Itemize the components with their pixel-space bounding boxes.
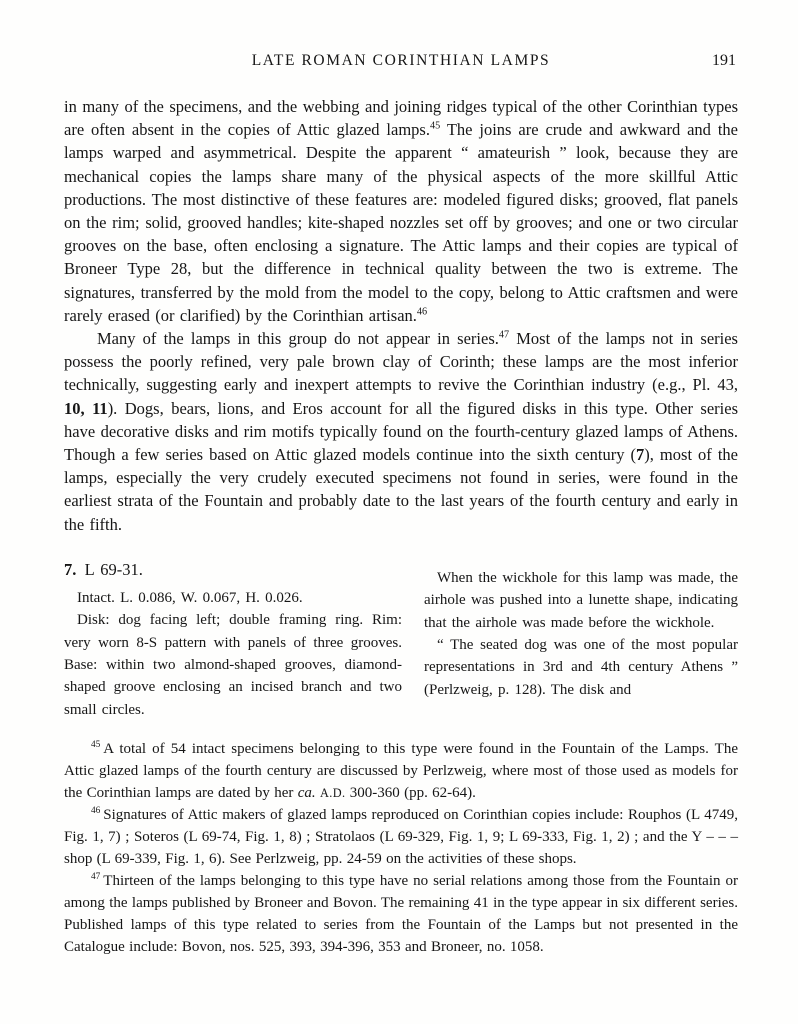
running-head [64, 52, 738, 74]
footnote-text: A total of 54 intact specimens belonging to this type were found in the Fountain of the Lamps. The Attic glazed lamps of the fourth century are discussed by Perlzweig, where most of those used as models for the Corinthian lamps are dated by her ca. A.D. 300-360 (pp. 62-64). [64, 741, 738, 802]
catalog-paragraph: Intact. L. 0.086, W. 0.067, H. 0.026. [77, 589, 303, 606]
catalog-entry-heading: 7. L 69-31. [64, 559, 143, 579]
body-paragraph: Many of the lamps in this group do not appear in series.$^{47}$ Most of the lamps not in series possess the poorly refined, very pale brown clay of Corinth; these lamps are the most inferior technically, suggesting early and inexpert attempts to revive the Corinthian industry (e.g., Pl. 43, 10, 11). Dogs, bears, lions, and Eros account for all the figured disks in this type. Other series have decorative disks and rim motifs typically found on the fourth-century glazed lamps of Athens. Though a few series based on Attic glazed models continue into the sixth century (7), most of the lamps, especially the very crudely executed specimens not found in series, were found in the earliest strata of the Fountain and probably date to the last years of the fourth century and early in the fifth. [64, 329, 738, 534]
footnotes-section [64, 738, 738, 958]
running-head-title: LATE ROMAN CORINTHIAN LAMPS [251, 52, 551, 69]
catalog-right-column [424, 560, 738, 721]
footnote [64, 738, 738, 804]
catalog-paragraph: When the wickhole for this lamp was made, the airhole was pushed into a lunette shape, indicating that the airhole was made before the wickhole. [424, 569, 738, 631]
footnote-marker: 45 [91, 740, 101, 751]
footnote-text: Thirteen of the lamps belonging to this type have no serial relations among those from the Fountain or among the lamps published by Broneer and Bovon. The remaining 41 in the type appear in six different series. Published lamps of this type related to series from the Fountain of the Lamps but not presented in the Catalogue include: Bovon, nos. 525, 393, 394-396, 353 and Broneer, no. 1058. [64, 873, 738, 956]
footnote-marker: 47 [91, 872, 101, 883]
catalog-left-column [64, 560, 402, 721]
footnote [64, 870, 738, 958]
catalog-entry [64, 560, 738, 721]
page-number: 191 [712, 52, 736, 69]
body-text [64, 95, 738, 536]
catalog-paragraph: Disk: dog facing left; double framing ring. Rim: very worn 8-S pattern with panels of three grooves. Base: within two almond-shaped grooves, diamond-shaped groove enclosing an incised branch and two small circles. [64, 612, 402, 718]
body-paragraph: in many of the specimens, and the webbing and joining ridges typical of the other Corinthian types are often absent in the copies of Attic glazed lamps.$^{45}$ The joins are crude and awkward and the lamps warped and asymmetrical. Despite the apparent “ amateurish ” look, because they are mechanical copies the lamps share many of the physical aspects of the more skillful Attic productions. The most distinctive of these features are: modeled figured disks; grooved, flat panels on the rim; solid, grooved handles; kite-shaped nozzles set off by grooves; and one or two circular grooves on the base, often enclosing a signature. The Attic lamps and their copies are typical of Broneer Type 28, but the difference in technical quality between the two is extreme. The signatures, transferred by the mold from the model to the copy, belong to Attic craftsmen and were rarely erased (or clarified) by the Corinthian artisan.$^{46}$ [64, 97, 739, 325]
footnote-marker: 46 [91, 806, 101, 817]
catalog-paragraph: “ The seated dog was one of the most popular representations in 3rd and 4th century Athens ” (Perlzweig, p. 128). The disk and [424, 637, 738, 698]
footnote-text: Signatures of Attic makers of glazed lamps reproduced on Corinthian copies include: Rouphos (L 4749, Fig. 1, 7) ; Soteros (L 69-74, Fig. 1, 8) ; Stratolaos (L 69-329, Fig. 1, 9; L 69-333, Fig. 1, 2) ; and the Y – – – shop (L 69-339, Fig. 1, 6). See Perlzweig, pp. 24-59 on the activities of these shops. [64, 807, 738, 868]
footnote [64, 804, 738, 870]
